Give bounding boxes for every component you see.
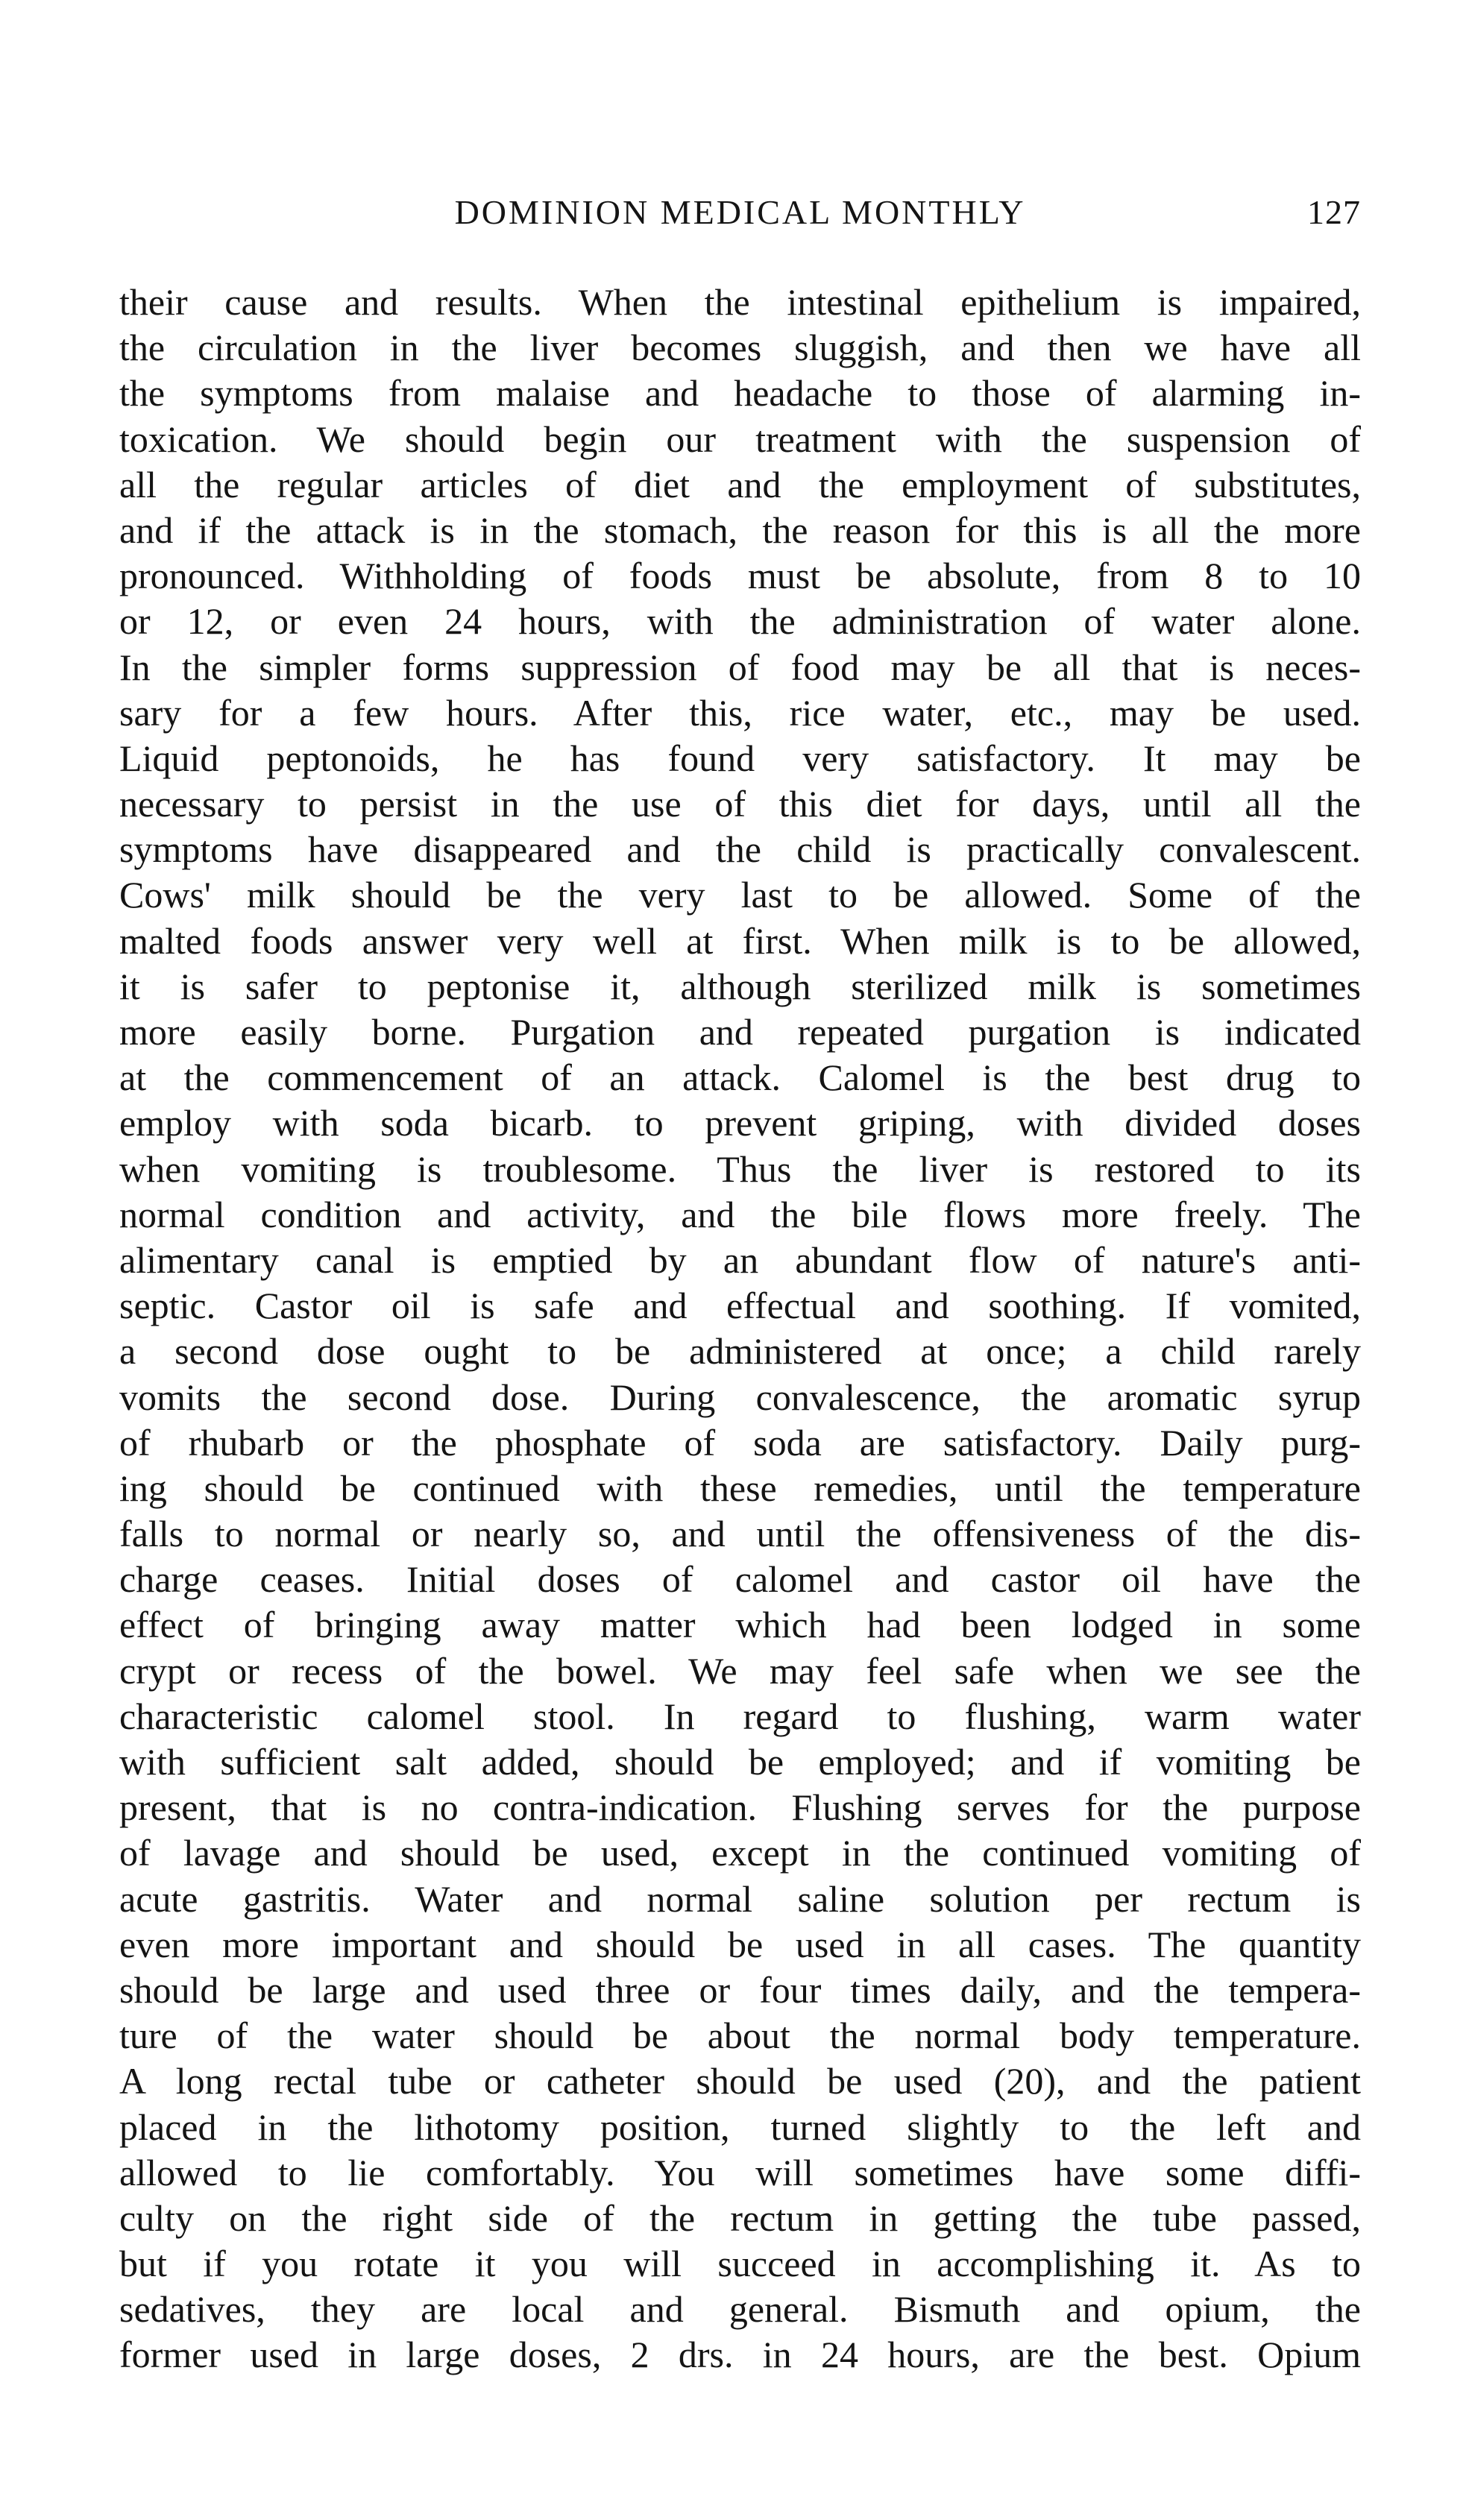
text-line: and if the attack is in the stomach, the reason for this is all the more: [119, 508, 1361, 551]
text-line: the symptoms from malaise and headache to those of alarming in-: [119, 372, 1361, 415]
journal-title: DOMINION MEDICAL MONTHLY: [454, 193, 1026, 231]
text-line: effect of bringing away matter which had been lodged in some: [119, 1604, 1361, 1646]
text-line: at the commencement of an attack. Calomel is the best drug to: [119, 1056, 1361, 1099]
text-line: allowed to lie comfortably. You will sometimes have some diffi-: [119, 2151, 1361, 2193]
text-line: acute gastritis. Water and normal saline solution per rectum is: [119, 1877, 1361, 1920]
text-line: even more important and should be used in all cases. The quantity: [119, 1923, 1361, 1965]
text-line: all the regular articles of diet and the employment of substitutes,: [119, 463, 1361, 505]
text-line: charge ceases. Initial doses of calomel and castor oil have the: [119, 1558, 1361, 1601]
text-line: the circulation in the liver becomes sluggish, and then we have all: [119, 327, 1361, 369]
text-line: sedatives, they are local and general. Bismuth and opium, the: [119, 2288, 1361, 2331]
body-text: [119, 280, 1361, 2378]
text-line: alimentary canal is emptied by an abundant flow of nature's anti-: [119, 1238, 1361, 1281]
text-line: culty on the right side of the rectum in getting the tube passed,: [119, 2196, 1361, 2239]
text-line: employ with soda bicarb. to prevent griping, with divided doses: [119, 1102, 1361, 1144]
text-line: A long rectal tube or catheter should be used (20), and the patient: [119, 2060, 1361, 2102]
text-line: ture of the water should be about the normal body temperature.: [119, 2015, 1361, 2057]
text-line: present, that is no contra-indication. Flushing serves for the purpose: [119, 1786, 1361, 1829]
text-line: more easily borne. Purgation and repeated purgation is indicated: [119, 1011, 1361, 1053]
text-line: toxication. We should begin our treatment with the suspension of: [119, 418, 1361, 460]
text-line: falls to normal or nearly so, and until the offensiveness of the dis-: [119, 1513, 1361, 1555]
text-line: In the simpler forms suppression of food may be all that is neces-: [119, 646, 1361, 688]
text-line: pronounced. Withholding of foods must be absolute, from 8 to 10: [119, 555, 1361, 597]
text-line: with sufficient salt added, should be employed; and if vomiting be: [119, 1741, 1361, 1783]
text-line: Liquid peptonoids, he has found very satisfactory. It may be: [119, 737, 1361, 779]
text-line: characteristic calomel stool. In regard to flushing, warm water: [119, 1695, 1361, 1737]
text-line: of rhubarb or the phosphate of soda are satisfactory. Daily purg-: [119, 1421, 1361, 1464]
text-line: but if you rotate it you will succeed in accomplishing it. As to: [119, 2243, 1361, 2285]
text-line: former used in large doses, 2 drs. in 24 hours, are the best. Opium: [119, 2334, 1361, 2376]
text-line: their cause and results. When the intestinal epithelium is impaired,: [119, 281, 1361, 323]
text-line: placed in the lithotomy position, turned slightly to the left and: [119, 2105, 1361, 2148]
running-head: [119, 186, 1361, 239]
text-line: symptoms have disappeared and the child is practically convalescent.: [119, 828, 1361, 871]
text-line: it is safer to peptonise it, although sterilized milk is sometimes: [119, 965, 1361, 1007]
text-line: ing should be continued with these remedies, until the temperature: [119, 1467, 1361, 1509]
text-line: Cows' milk should be the very last to be allowed. Some of the: [119, 874, 1361, 916]
text-line: vomits the second dose. During convalescence, the aromatic syrup: [119, 1376, 1361, 1418]
text-line: or 12, or even 24 hours, with the administration of water alone.: [119, 600, 1361, 643]
text-line: should be large and used three or four times daily, and the tempera-: [119, 1968, 1361, 2011]
text-line: septic. Castor oil is safe and effectual and soothing. If vomited,: [119, 1285, 1361, 1327]
text-line: crypt or recess of the bowel. We may feel safe when we see the: [119, 1649, 1361, 1692]
text-line: a second dose ought to be administered at once; a child rarely: [119, 1330, 1361, 1373]
text-line: when vomiting is troublesome. Thus the liver is restored to its: [119, 1147, 1361, 1190]
text-line: necessary to persist in the use of this diet for days, until all the: [119, 783, 1361, 825]
text-line: of lavage and should be used, except in the continued vomiting of: [119, 1832, 1361, 1874]
page-number: 127: [1307, 193, 1361, 231]
text-line: malted foods answer very well at first. When milk is to be allowed,: [119, 919, 1361, 962]
text-line: normal condition and activity, and the bile flows more freely. The: [119, 1193, 1361, 1235]
text-line: sary for a few hours. After this, rice water, etc., may be used.: [119, 691, 1361, 734]
